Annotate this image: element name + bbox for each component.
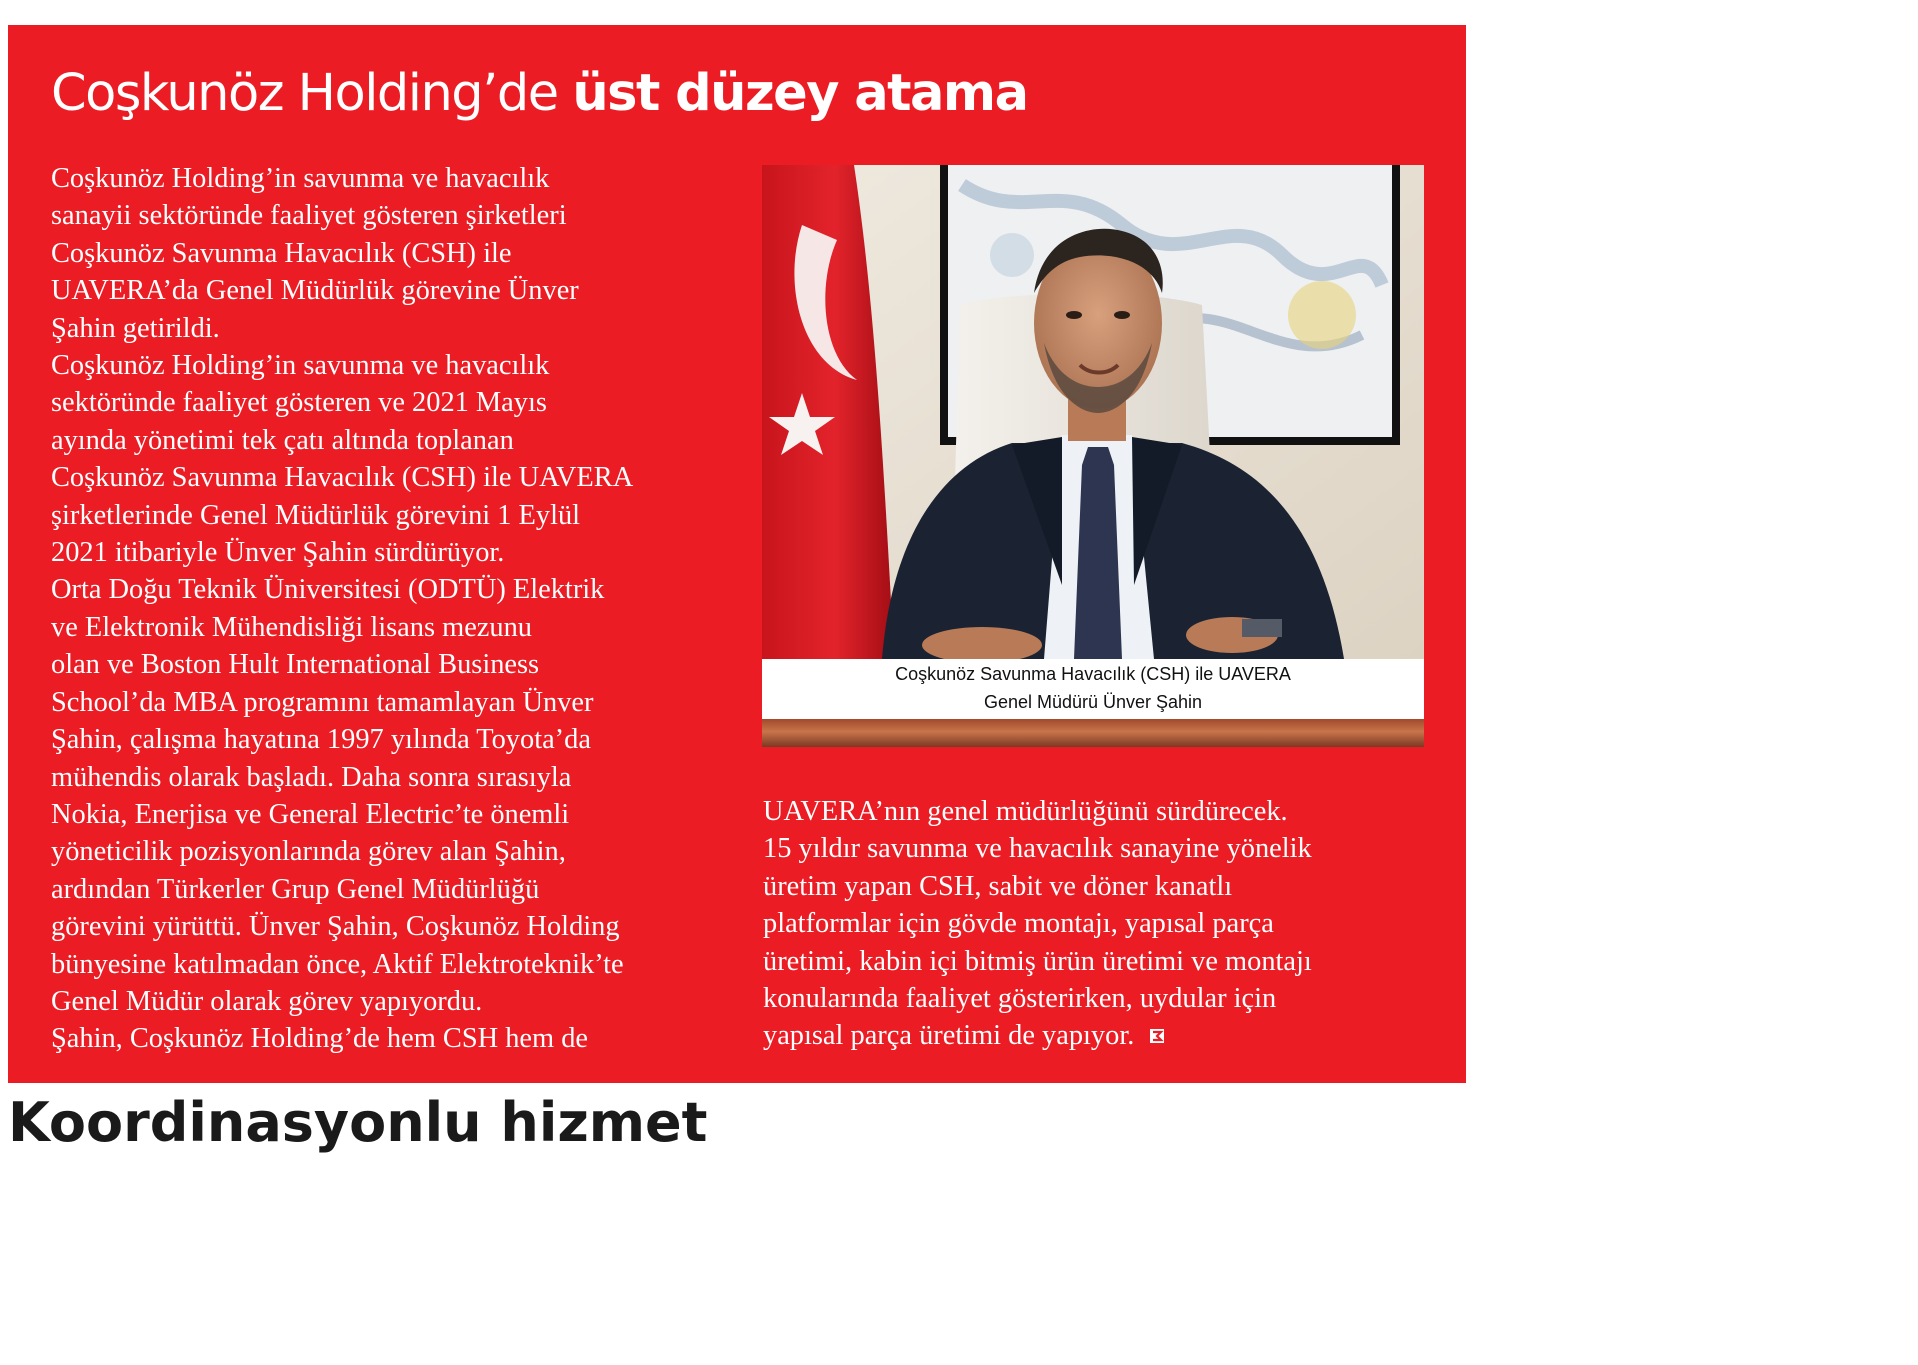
left-column-line: 2021 itibariyle Ünver Şahin sürdürüyor.: [51, 537, 505, 569]
left-column-line: UAVERA’da Genel Müdürlük görevine Ünver: [51, 275, 579, 307]
photo-caption: [762, 659, 1424, 720]
headline-bold: üst düzey atama: [572, 64, 1028, 123]
left-column-line: mühendis olarak başladı. Daha sonra sırasıyla: [51, 761, 572, 793]
photo-caption-line-1: Coşkunöz Savunma Havacılık (CSH) ile UAVERA: [895, 664, 1291, 684]
photo-bottom-strip: [762, 719, 1424, 747]
left-column-line: School’da MBA programını tamamlayan Ünver: [51, 686, 594, 718]
left-column-line: yöneticilik pozisyonlarında görev alan Şahin,: [51, 836, 566, 868]
right-column-line: üretimi, kabin içi bitmiş ürün üretimi ve montajı: [763, 945, 1312, 977]
left-column-line: ayında yönetimi tek çatı altında toplanan: [51, 424, 514, 456]
left-column-line: Şahin, çalışma hayatına 1997 yılında Toyota’da: [51, 724, 591, 756]
article-headline: [51, 61, 1027, 127]
left-column-line: Şahin, Coşkunöz Holding’de hem CSH hem de: [51, 1023, 589, 1055]
left-column-line: olan ve Boston Hult International Business: [51, 649, 540, 681]
left-column-line: bünyesine katılmadan önce, Aktif Elektroteknik’te: [51, 948, 624, 980]
right-column-line: UAVERA’nın genel müdürlüğünü sürdürecek.: [763, 796, 1288, 827]
right-column-line: üretim yapan CSH, sabit ve döner kanatlı: [763, 870, 1233, 902]
left-column-line: Coşkunöz Savunma Havacılık (CSH) ile: [51, 237, 512, 269]
left-column-line: sektöründe faaliyet gösteren ve 2021 Mayıs: [51, 387, 547, 419]
headline-regular: Coşkunöz Holding’de: [51, 64, 573, 123]
next-article-headline: [8, 1090, 708, 1154]
magazine-logo-icon: [1148, 1026, 1168, 1046]
right-column-line: konularında faaliyet gösterirken, uydular için: [763, 983, 1277, 1015]
article-panel: [8, 25, 1466, 1083]
right-column-line: 15 yıldır savunma ve havacılık sanayine yönelik: [763, 833, 1312, 865]
portrait-illustration: [762, 165, 1424, 659]
left-column-line: Şahin getirildi.: [51, 312, 220, 344]
left-column-line: sanayii sektöründe faaliyet gösteren şirketleri: [51, 200, 567, 232]
left-column-line: Coşkunöz Holding’in savunma ve havacılık: [51, 350, 550, 382]
right-column-line: yapısal parça üretimi de yapıyor.: [763, 1020, 1135, 1052]
left-column-line: Orta Doğu Teknik Üniversitesi (ODTÜ) Elektrik: [51, 574, 605, 606]
left-column-line: ardından Türkerler Grup Genel Müdürlüğü: [51, 873, 540, 905]
left-column-text: [51, 160, 731, 1058]
left-column-line: Coşkunöz Savunma Havacılık (CSH) ile UAVERA: [51, 462, 634, 494]
portrait-photo: [762, 165, 1424, 747]
left-column-line: şirketlerinde Genel Müdürlük görevini 1 Eylül: [51, 499, 581, 531]
right-column-text: [763, 793, 1443, 1055]
next-article-headline-text: Koordinasyonlu hizmet: [8, 1091, 708, 1154]
left-column-line: Nokia, Enerjisa ve General Electric’te önemli: [51, 798, 570, 830]
left-column-line: görevini yürüttü. Ünver Şahin, Coşkunöz Holding: [51, 911, 620, 943]
left-column-line: Coşkunöz Holding’in savunma ve havacılık: [51, 163, 550, 194]
photo-caption-line-2: Genel Müdürü Ünver Şahin: [983, 692, 1203, 712]
left-column-line: ve Elektronik Mühendisliği lisans mezunu: [51, 611, 532, 643]
right-column-line: platformlar için gövde montajı, yapısal parça: [763, 908, 1274, 940]
left-column-line: Genel Müdür olarak görev yapıyordu.: [51, 985, 483, 1017]
